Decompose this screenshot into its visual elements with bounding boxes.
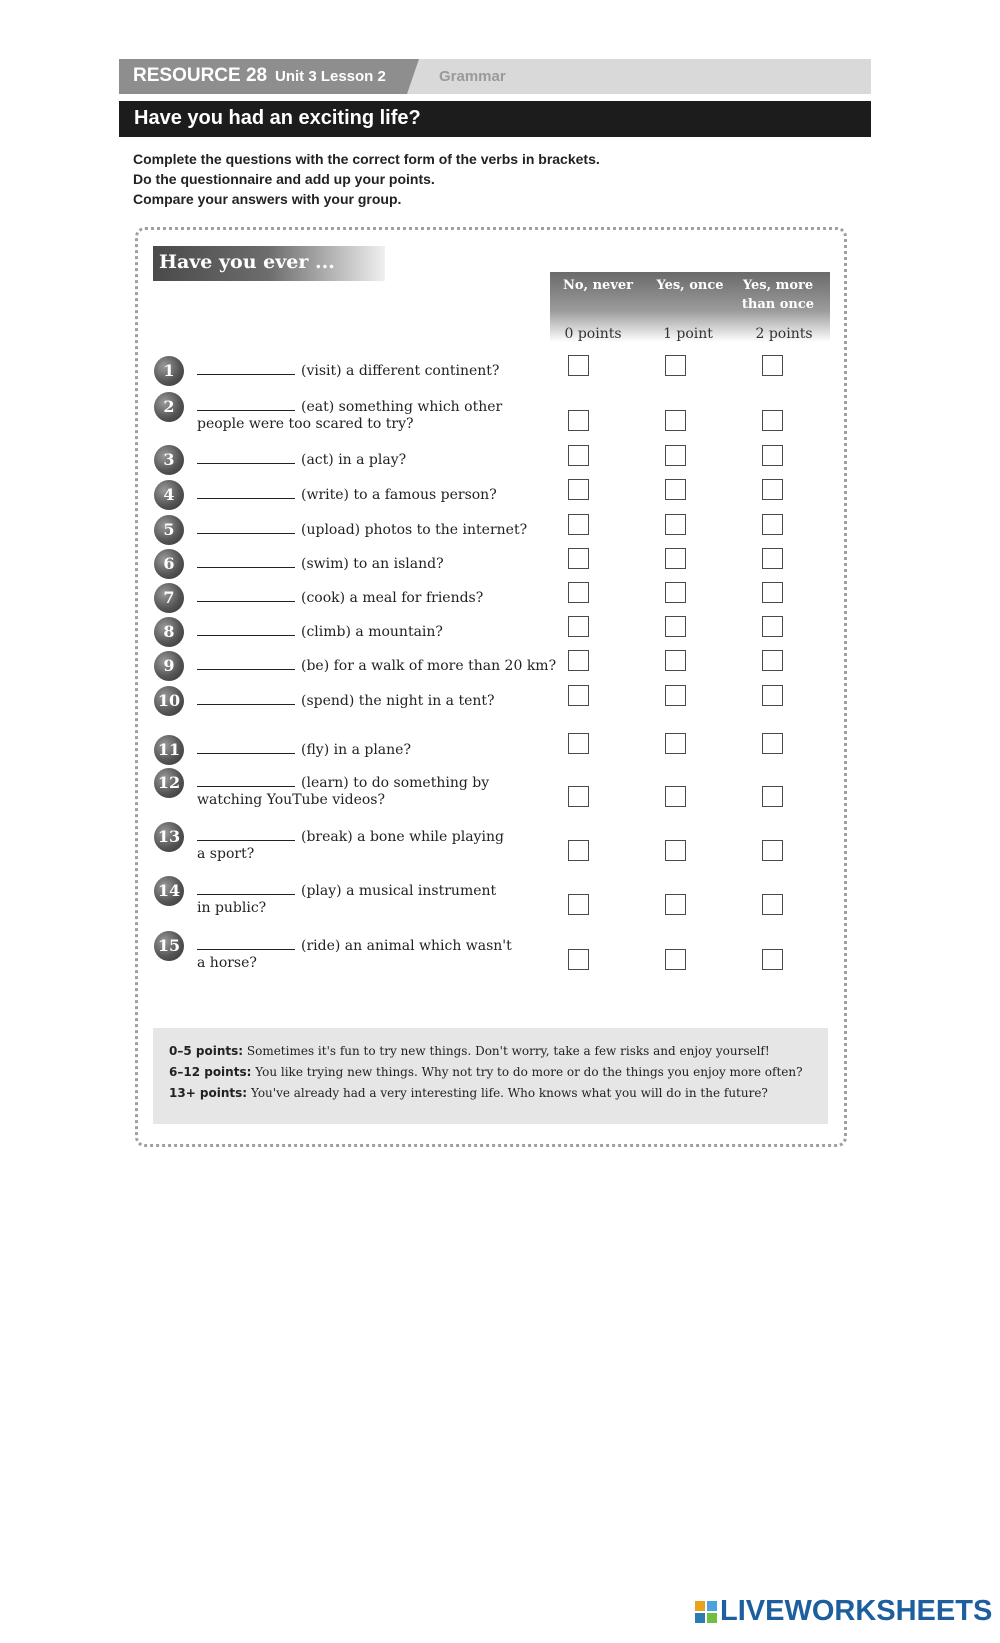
answer-checkbox[interactable]	[665, 445, 686, 466]
answer-checkbox[interactable]	[665, 949, 686, 970]
answer-checkbox[interactable]	[665, 786, 686, 807]
section-title: Have you ever ...	[159, 251, 335, 273]
question-prompt: (act) in a play?	[301, 452, 407, 468]
question-number: 13	[154, 822, 184, 852]
scoring-range: 0–5 points:	[169, 1044, 244, 1058]
column-points-1: 1 point	[663, 326, 713, 342]
logo-grid-icon	[695, 1601, 717, 1623]
column-label-no-never: No, never	[562, 278, 633, 293]
answer-blank[interactable]	[197, 827, 295, 841]
question-text-continued: a horse?	[197, 955, 257, 971]
answer-checkbox[interactable]	[568, 650, 589, 671]
question-text-continued: people were too scared to try?	[197, 416, 414, 432]
question-prompt: (upload) photos to the internet?	[301, 522, 528, 538]
answer-checkbox[interactable]	[762, 616, 783, 637]
question-text	[197, 588, 483, 606]
scoring-line	[169, 1086, 768, 1100]
question-number: 9	[154, 651, 184, 681]
scoring-range: 6–12 points:	[169, 1065, 252, 1079]
answer-blank[interactable]	[197, 656, 295, 670]
answer-checkbox[interactable]	[568, 840, 589, 861]
answer-blank[interactable]	[197, 397, 295, 411]
answer-checkbox[interactable]	[762, 514, 783, 535]
answer-checkbox[interactable]	[568, 582, 589, 603]
question-prompt: (cook) a meal for friends?	[301, 590, 484, 606]
answer-checkbox[interactable]	[762, 840, 783, 861]
question-number: 2	[154, 392, 184, 422]
question-number: 8	[154, 617, 184, 647]
answer-checkbox[interactable]	[762, 650, 783, 671]
question-text	[197, 554, 444, 572]
instruction-line: Complete the questions with the correct form of the verbs in brackets.	[133, 151, 600, 167]
answer-checkbox[interactable]	[762, 582, 783, 603]
answer-checkbox[interactable]	[762, 445, 783, 466]
instruction-line: Do the questionnaire and add up your points.	[133, 171, 435, 187]
answer-blank[interactable]	[197, 773, 295, 787]
answer-checkbox[interactable]	[762, 786, 783, 807]
question-number: 4	[154, 480, 184, 510]
answer-blank[interactable]	[197, 520, 295, 534]
question-number: 15	[154, 931, 184, 961]
answer-checkbox[interactable]	[568, 355, 589, 376]
answer-blank[interactable]	[197, 936, 295, 950]
answer-checkbox[interactable]	[762, 685, 783, 706]
answer-checkbox[interactable]	[762, 949, 783, 970]
answer-checkbox[interactable]	[665, 894, 686, 915]
question-text-continued: watching YouTube videos?	[197, 792, 385, 808]
answer-blank[interactable]	[197, 485, 295, 499]
question-text-continued: a sport?	[197, 846, 255, 862]
answer-checkbox[interactable]	[762, 733, 783, 754]
question-prompt: (write) to a famous person?	[301, 487, 497, 503]
answer-checkbox[interactable]	[568, 894, 589, 915]
question-number: 12	[154, 768, 184, 798]
answer-checkbox[interactable]	[568, 685, 589, 706]
instruction-line: Compare your answers with your group.	[133, 191, 402, 207]
question-text	[197, 450, 406, 468]
answer-checkbox[interactable]	[568, 949, 589, 970]
question-prompt: (fly) in a plane?	[301, 742, 411, 758]
question-text	[197, 936, 512, 954]
logo-text: LIVEWORKSHEETS	[720, 1595, 993, 1627]
resource-header	[119, 59, 871, 94]
question-number: 7	[154, 583, 184, 613]
question-text	[197, 881, 496, 899]
answer-checkbox[interactable]	[762, 355, 783, 376]
question-text	[197, 773, 489, 791]
question-prompt: (be) for a walk of more than 20 km?	[301, 658, 557, 674]
question-number: 3	[154, 445, 184, 475]
question-prompt: (break) a bone while playing	[301, 829, 504, 845]
column-points-2: 2 points	[755, 326, 813, 342]
answer-checkbox[interactable]	[568, 616, 589, 637]
answer-checkbox[interactable]	[665, 548, 686, 569]
question-text	[197, 691, 495, 709]
title-bar	[119, 101, 871, 137]
answer-checkbox[interactable]	[665, 733, 686, 754]
answer-checkbox[interactable]	[665, 479, 686, 500]
scoring-box	[153, 1028, 828, 1124]
section-heading	[153, 246, 385, 281]
answer-checkbox[interactable]	[665, 355, 686, 376]
answer-checkbox[interactable]	[665, 685, 686, 706]
question-number: 11	[154, 735, 184, 765]
question-prompt: (visit) a different continent?	[301, 363, 500, 379]
answer-blank[interactable]	[197, 740, 295, 754]
column-points-0: 0 points	[564, 326, 622, 342]
answer-checkbox[interactable]	[665, 514, 686, 535]
answer-checkbox[interactable]	[665, 650, 686, 671]
column-label-yes-more: Yes, more than once	[741, 278, 815, 312]
scoring-range: 13+ points:	[169, 1086, 248, 1100]
page-title: Have you had an exciting life?	[134, 107, 421, 129]
answer-checkbox[interactable]	[665, 616, 686, 637]
question-text	[197, 827, 504, 845]
question-text	[197, 485, 497, 503]
question-text	[197, 740, 411, 758]
answer-checkbox[interactable]	[568, 733, 589, 754]
resource-label: RESOURCE 28	[133, 65, 268, 86]
question-number: 6	[154, 549, 184, 579]
question-number: 10	[154, 686, 184, 716]
question-prompt: (eat) something which other	[301, 399, 503, 415]
question-text	[197, 622, 443, 640]
question-prompt: (climb) a mountain?	[301, 624, 443, 640]
answer-blank[interactable]	[197, 450, 295, 464]
column-label-yes-once: Yes, once	[656, 278, 724, 293]
answer-checkbox[interactable]	[762, 894, 783, 915]
question-prompt: (learn) to do something by	[301, 775, 490, 791]
answer-blank[interactable]	[197, 881, 295, 895]
scoring-text: You like trying new things. Why not try to do more or do the things you enjoy more often?	[255, 1065, 803, 1079]
question-text	[197, 361, 499, 379]
answer-checkbox[interactable]	[665, 410, 686, 431]
category-label: Grammar	[439, 68, 506, 85]
answer-checkbox[interactable]	[568, 514, 589, 535]
answer-checkbox[interactable]	[568, 445, 589, 466]
answer-blank[interactable]	[197, 588, 295, 602]
answer-blank[interactable]	[197, 361, 295, 375]
answer-checkbox[interactable]	[665, 840, 686, 861]
answer-checkbox[interactable]	[762, 548, 783, 569]
answer-checkbox[interactable]	[762, 479, 783, 500]
question-number: 5	[154, 515, 184, 545]
answer-blank[interactable]	[197, 691, 295, 705]
answer-checkbox[interactable]	[665, 582, 686, 603]
question-prompt: (play) a musical instrument	[301, 883, 497, 899]
question-text-continued: in public?	[197, 900, 267, 916]
answer-blank[interactable]	[197, 554, 295, 568]
answer-checkbox[interactable]	[568, 479, 589, 500]
question-text	[197, 656, 556, 674]
answer-checkbox[interactable]	[568, 548, 589, 569]
question-prompt: (ride) an animal which wasn't	[301, 938, 512, 954]
answer-checkbox[interactable]	[568, 786, 589, 807]
question-text	[197, 397, 502, 415]
answer-blank[interactable]	[197, 622, 295, 636]
scoring-text: You've already had a very interesting life. Who knows what you will do in the future?	[250, 1086, 768, 1100]
answer-checkbox[interactable]	[762, 410, 783, 431]
scoring-line	[169, 1065, 803, 1079]
question-text	[197, 520, 527, 538]
question-number: 1	[154, 356, 184, 386]
question-prompt: (spend) the night in a tent?	[301, 693, 495, 709]
question-prompt: (swim) to an island?	[301, 556, 444, 572]
unit-lesson-label: Unit 3 Lesson 2	[275, 68, 386, 85]
question-number: 14	[154, 876, 184, 906]
scoring-text: Sometimes it's fun to try new things. Don't worry, take a few risks and enjoy yourself!	[246, 1044, 770, 1058]
scoring-line	[169, 1044, 770, 1058]
answer-checkbox[interactable]	[568, 410, 589, 431]
